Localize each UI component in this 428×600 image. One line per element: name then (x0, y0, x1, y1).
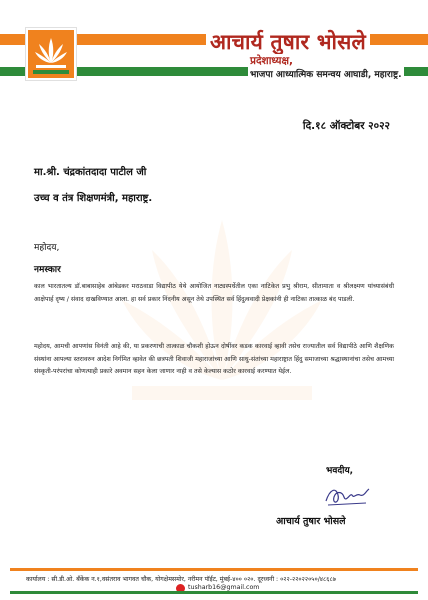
letterhead-title: प्रदेशाध्यक्ष, (250, 55, 293, 67)
signer-name: आचार्य तुषार भोसले (276, 516, 346, 527)
salutation: महोदय, (34, 243, 60, 253)
body-paragraph-1: काल भारतातल्य डॉ.बाबासाहेब आंबेडकर मराठवाडा विद्यापीठ येथे आयोजित नाट्यस्पर्धेतील एका नाटिकेत प्रभु श्रीराम, सीतामाता व श्रीलक्ष्मण यांच्यासंबंधी आक्षेपार्ह दृष्य / संवाद दाखविण्यात आला. हा सर्व प्रकार निंदनीय असून तेथे उपस्थित सर्व हिंदुत्ववादी प्रेक्षकांनी ही नाटिका तात्काळ बंद पाडली. (34, 283, 394, 303)
closing: भवदीय, (326, 466, 354, 476)
letterhead-name: आचार्य तुषार भोसले (206, 28, 370, 56)
footer-address: कार्यालय : सी.डी.ओ. बँकेंक न.१,वसंतराव भागवत चौक, योगक्षेमसमोर, नरीमन पॉईंट, मुंबई-४०० ०२०. दूरध्वनी : ०२२-२२०२२०५०/४८६८७ (26, 576, 336, 583)
recipient-post: उच्च व तंत्र शिक्षणमंत्री, महाराष्ट्र. (34, 193, 153, 204)
footer-email[interactable]: tusharb16@gmail.com (188, 584, 260, 591)
letterhead-subtitle: भाजपा आध्यात्मिक समन्वय आघाडी, महाराष्ट्र. (248, 67, 404, 80)
letter-date: दि.१८ ऑक्टोबर २०२२ (302, 120, 390, 132)
footer-saffron-rule (10, 568, 418, 571)
footer-green-rule (10, 591, 418, 594)
body-paragraph-2: महोदय, आमची आपणांस विनंती आहे की, या प्रकरणाची तात्काळ चौकशी होऊन दोषींवर कडक कारवाई व्हावी तसेच राज्यातील सर्व विद्यापीठे आणि शैक्षणिक संस्थांना आपल्या स्तरावरुन आदेश निर्गमित व्हावेत की छत्रपती शिवाजी महाराजांच्या आणि साधु-संतांच्या महाराष्ट्रात हिंदु समाजाच्या श्रद्धास्थानांचा तसेच आमच्या संस्कृती-परंपरांचा कोणत्याही प्रकारे अवमान सहन केला जाणार नाही व तसे केल्यास कठोर कारवाई करण्यात येईल. (34, 343, 394, 376)
handwritten-signature (322, 483, 372, 509)
greeting: नमस्कार (34, 265, 61, 275)
recipient-name: मा.श्री. चंद्रकांतदादा पाटील जी (34, 167, 147, 178)
bjp-lotus-icon (26, 28, 76, 80)
